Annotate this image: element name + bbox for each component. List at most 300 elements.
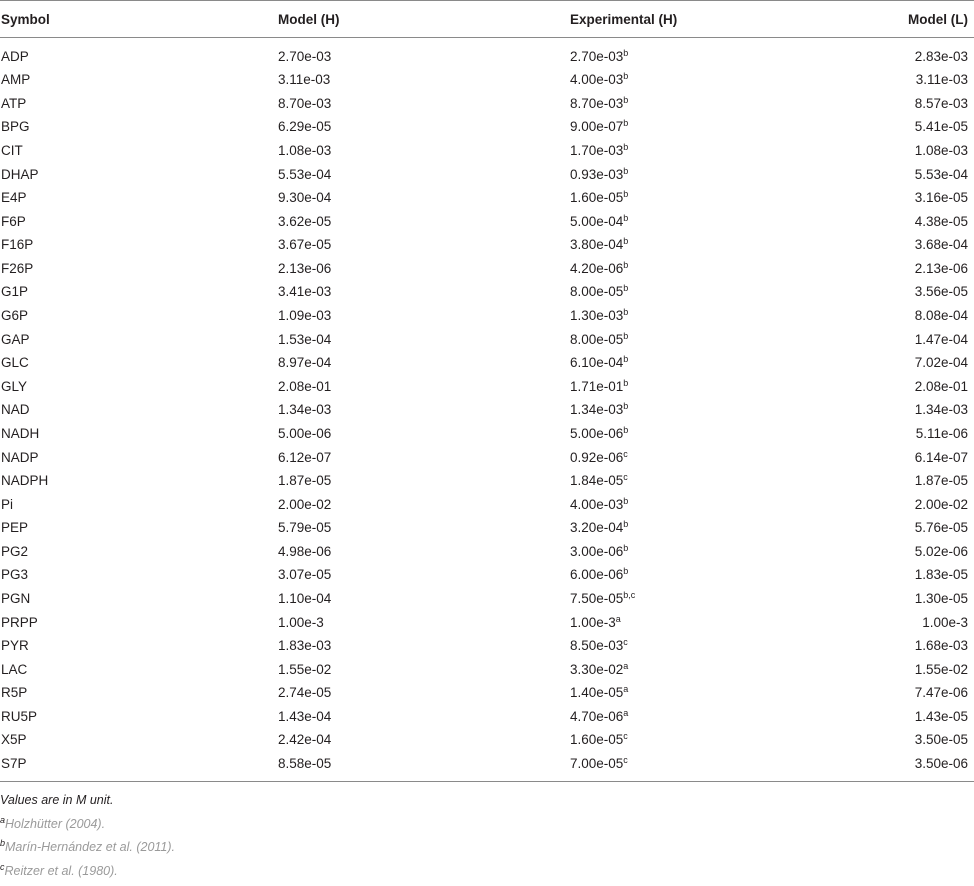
cell-experimental-h-value: 1.70e-03 [570, 143, 624, 159]
cell-model-h [277, 422, 569, 446]
header-experimental-h: Experimental (H) [569, 1, 819, 38]
header-model-l: Model (L) [819, 1, 974, 38]
cell-symbol-value: PRPP [1, 614, 38, 630]
cell-model-h-value: 1.87e-05 [278, 473, 332, 489]
reference-mark: b [623, 48, 629, 58]
cell-model-h [277, 492, 569, 516]
cell-experimental-h-value: 3.20e-04 [570, 520, 624, 536]
cell-symbol [0, 375, 277, 399]
cell-symbol-value: S7P [1, 756, 27, 772]
cell-symbol-value: NADP [1, 449, 39, 465]
cell-model-l-value: 6.14e-07 [914, 449, 968, 465]
table-row [0, 540, 974, 564]
table-row [0, 422, 974, 446]
cell-symbol [0, 233, 277, 257]
table-header [0, 1, 974, 38]
cell-model-h [277, 257, 569, 281]
reference-mark: b [623, 354, 629, 365]
reference-mark: b [623, 495, 629, 506]
cell-symbol [0, 139, 277, 163]
cell-model-h [277, 540, 569, 564]
cell-experimental-h-value: 5.00e-04 [570, 213, 624, 229]
cell-model-l [819, 634, 974, 658]
cell-symbol [0, 422, 277, 446]
reference-mark: b [623, 424, 629, 435]
cell-experimental-h-value: 6.00e-06 [570, 567, 624, 583]
cell-model-l [819, 162, 974, 186]
cell-symbol [0, 492, 277, 516]
cell-model-h-value: 9.30e-04 [278, 190, 332, 206]
cell-model-l [819, 209, 974, 233]
cell-experimental-h-value: 4.00e-03 [570, 72, 624, 88]
cell-model-l-value: 1.47e-04 [914, 331, 968, 347]
table-row [0, 115, 974, 139]
cell-model-h-value: 1.34e-03 [278, 402, 332, 418]
table-row [0, 209, 974, 233]
table-row [0, 351, 974, 375]
cell-experimental-h [569, 162, 819, 186]
cell-model-h-value: 5.00e-06 [278, 425, 332, 441]
footnote-b [0, 839, 974, 863]
cell-symbol-value: F26P [1, 260, 34, 276]
reference-mark: c [623, 731, 628, 742]
cell-symbol-value: NADH [1, 425, 40, 441]
cell-model-h-value: 3.62e-05 [278, 213, 332, 229]
cell-model-h-value: 2.42e-04 [278, 732, 332, 748]
table-row [0, 634, 974, 658]
cell-model-l-value: 1.68e-03 [914, 638, 968, 654]
cell-experimental-h-value: 1.34e-03 [570, 402, 624, 418]
cell-model-l-value: 1.87e-05 [914, 473, 968, 489]
cell-model-l-value: 3.68e-04 [914, 237, 968, 253]
table-row [0, 92, 974, 116]
cell-experimental-h [569, 398, 819, 422]
table-row [0, 752, 974, 782]
cell-model-l-value: 2.00e-02 [914, 496, 968, 512]
cell-model-h [277, 209, 569, 233]
reference-mark: c [623, 448, 628, 459]
cell-model-l [819, 68, 974, 92]
cell-model-l-value: 7.02e-04 [914, 355, 968, 371]
cell-experimental-h [569, 209, 819, 233]
cell-model-h [277, 233, 569, 257]
cell-model-l-value: 2.08e-01 [914, 378, 968, 394]
cell-symbol [0, 516, 277, 540]
cell-model-l-value: 5.76e-05 [914, 520, 968, 536]
cell-experimental-h-value: 6.10e-04 [570, 355, 624, 371]
cell-model-l [819, 587, 974, 611]
cell-experimental-h [569, 92, 819, 116]
cell-model-h-value: 2.00e-02 [278, 496, 332, 512]
cell-model-h-value: 1.08e-03 [278, 143, 332, 159]
table-row [0, 186, 974, 210]
cell-experimental-h [569, 657, 819, 681]
cell-experimental-h [569, 280, 819, 304]
cell-model-l-value: 3.16e-05 [914, 190, 968, 206]
table-row [0, 657, 974, 681]
cell-model-l [819, 351, 974, 375]
cell-model-l-value: 3.11e-03 [915, 72, 968, 88]
table-row [0, 327, 974, 351]
footnote-mark: a [0, 814, 6, 825]
cell-symbol-value: GAP [1, 331, 30, 347]
cell-symbol [0, 186, 277, 210]
footnote-mark: c [0, 861, 5, 872]
footnote-mark: b [0, 838, 6, 849]
cell-symbol-value: G1P [1, 284, 29, 300]
cell-model-h [277, 752, 569, 782]
cell-experimental-h-value: 9.00e-07 [570, 119, 624, 135]
cell-model-l-value: 1.08e-03 [914, 143, 968, 159]
cell-model-h [277, 398, 569, 422]
cell-experimental-h [569, 68, 819, 92]
header-row [0, 1, 974, 38]
cell-model-l [819, 186, 974, 210]
table-row [0, 233, 974, 257]
cell-symbol-value: PEP [1, 520, 29, 536]
cell-experimental-h-value: 1.84e-05 [570, 473, 624, 489]
cell-symbol-value: PG3 [1, 567, 29, 583]
cell-experimental-h [569, 422, 819, 446]
cell-symbol [0, 304, 277, 328]
cell-model-h-value: 3.11e-03 [278, 72, 331, 88]
cell-model-h [277, 92, 569, 116]
cell-model-h [277, 327, 569, 351]
cell-model-h [277, 115, 569, 139]
cell-experimental-h [569, 351, 819, 375]
table-row [0, 304, 974, 328]
reference-mark: b [623, 94, 629, 105]
cell-model-h [277, 304, 569, 328]
cell-symbol [0, 398, 277, 422]
table-row [0, 280, 974, 304]
cell-model-l [819, 540, 974, 564]
cell-experimental-h [569, 540, 819, 564]
cell-experimental-h-value: 1.40e-05 [570, 685, 624, 701]
cell-model-l-value: 8.57e-03 [914, 95, 968, 111]
reference-mark: c [623, 472, 628, 483]
table-row [0, 445, 974, 469]
cell-experimental-h [569, 469, 819, 493]
cell-experimental-h-value: 8.00e-05 [570, 284, 624, 300]
reference-mark: b [623, 189, 629, 200]
cell-model-l [819, 233, 974, 257]
cell-model-h-value: 2.13e-06 [278, 260, 332, 276]
cell-model-l-value: 5.11e-06 [915, 425, 968, 441]
cell-model-l [819, 304, 974, 328]
reference-mark: b [623, 401, 629, 412]
units-note: Values are in M unit. [0, 793, 114, 808]
cell-model-l-value: 8.08e-04 [914, 308, 968, 324]
cell-experimental-h [569, 445, 819, 469]
cell-symbol-value: CIT [1, 143, 23, 159]
cell-experimental-h [569, 563, 819, 587]
footnote-c [0, 863, 974, 886]
cell-model-h-value: 1.53e-04 [278, 331, 332, 347]
cell-symbol-value: NADPH [1, 473, 49, 489]
cell-model-l [819, 422, 974, 446]
cell-experimental-h [569, 233, 819, 257]
cell-symbol [0, 209, 277, 233]
cell-model-h-value: 3.41e-03 [278, 284, 332, 300]
cell-symbol-value: PGN [1, 591, 31, 606]
cell-model-l [819, 728, 974, 752]
reference-mark: b [623, 142, 629, 153]
cell-experimental-h-value: 1.60e-05 [570, 732, 624, 748]
cell-model-h [277, 162, 569, 186]
cell-model-l [819, 492, 974, 516]
cell-experimental-h-value: 4.70e-06 [570, 708, 624, 724]
cell-experimental-h-value: 7.50e-05 [570, 591, 624, 606]
cell-model-l-value: 2.83e-03 [914, 49, 968, 64]
cell-symbol [0, 92, 277, 116]
cell-model-h [277, 186, 569, 210]
reference-mark: a [615, 613, 621, 624]
cell-symbol [0, 657, 277, 681]
cell-model-h [277, 445, 569, 469]
cell-experimental-h [569, 257, 819, 281]
cell-model-h [277, 351, 569, 375]
cell-model-h [277, 634, 569, 658]
cell-model-h-value: 1.55e-02 [278, 661, 332, 677]
cell-symbol [0, 563, 277, 587]
cell-model-h-value: 5.53e-04 [278, 166, 332, 182]
cell-experimental-h-value: 0.93e-03 [570, 166, 624, 182]
cell-experimental-h [569, 610, 819, 634]
reference-mark: b [623, 566, 629, 577]
cell-symbol-value: NAD [1, 402, 30, 418]
cell-model-l [819, 38, 974, 69]
table-row [0, 257, 974, 281]
cell-experimental-h-value: 1.30e-03 [570, 308, 624, 324]
cell-symbol-value: ADP [1, 49, 29, 64]
cell-model-l-value: 1.83e-05 [914, 567, 968, 583]
reference-mark: b [623, 283, 629, 294]
cell-experimental-h-value: 4.20e-06 [570, 260, 624, 276]
table-row [0, 38, 974, 69]
cell-model-l-value: 1.43e-05 [914, 708, 968, 724]
cell-experimental-h [569, 327, 819, 351]
cell-experimental-h [569, 681, 819, 705]
reference-mark: c [623, 755, 628, 766]
cell-symbol [0, 587, 277, 611]
table-row [0, 162, 974, 186]
cell-model-h-value: 1.00e-3 [278, 614, 324, 630]
reference-mark: b,c [623, 590, 636, 600]
cell-experimental-h [569, 492, 819, 516]
reference-mark: b [623, 377, 629, 388]
cell-experimental-h [569, 728, 819, 752]
cell-symbol-value: BPG [1, 119, 30, 135]
footnote-text: Marín-Hernández et al. (2011). [5, 840, 176, 855]
cell-model-h [277, 728, 569, 752]
cell-model-l-value: 5.53e-04 [914, 166, 968, 182]
cell-model-h-value: 1.43e-04 [278, 708, 332, 724]
table-footnotes [0, 782, 974, 886]
cell-experimental-h [569, 752, 819, 782]
cell-symbol [0, 38, 277, 69]
cell-symbol-value: LAC [1, 661, 28, 677]
cell-symbol [0, 257, 277, 281]
cell-model-l [819, 752, 974, 782]
cell-model-h [277, 587, 569, 611]
cell-model-l-value: 3.56e-05 [914, 284, 968, 300]
reference-mark: b [623, 259, 629, 270]
cell-model-h [277, 516, 569, 540]
cell-model-h-value: 3.67e-05 [278, 237, 332, 253]
cell-model-h [277, 563, 569, 587]
cell-model-h [277, 139, 569, 163]
reference-mark: a [623, 684, 629, 695]
cell-model-h [277, 705, 569, 729]
cell-symbol [0, 469, 277, 493]
reference-mark: c [623, 637, 628, 648]
cell-experimental-h [569, 115, 819, 139]
cell-model-l [819, 280, 974, 304]
footnote-text: Reitzer et al. (1980). [4, 863, 118, 878]
table-row [0, 728, 974, 752]
cell-experimental-h-value: 8.00e-05 [570, 331, 624, 347]
cell-symbol-value: PYR [1, 638, 29, 654]
cell-model-h-value: 1.83e-03 [278, 638, 332, 654]
reference-mark: b [623, 330, 629, 341]
cell-model-l [819, 257, 974, 281]
cell-experimental-h-value: 3.30e-02 [570, 661, 624, 677]
cell-model-h-value: 6.12e-07 [278, 449, 332, 465]
cell-model-h [277, 68, 569, 92]
cell-model-l-value: 3.50e-05 [914, 732, 968, 748]
cell-model-h-value: 1.10e-04 [278, 591, 332, 606]
cell-symbol-value: DHAP [1, 166, 39, 182]
cell-experimental-h [569, 38, 819, 69]
cell-experimental-h [569, 516, 819, 540]
cell-symbol-value: G6P [1, 308, 29, 324]
cell-experimental-h-value: 4.00e-03 [570, 496, 624, 512]
cell-experimental-h [569, 587, 819, 611]
cell-experimental-h-value: 8.50e-03 [570, 638, 624, 654]
table-row [0, 469, 974, 493]
cell-model-h-value: 4.98e-06 [278, 543, 332, 559]
cell-model-h-value: 8.70e-03 [278, 95, 332, 111]
table-row [0, 705, 974, 729]
reference-mark: b [623, 236, 629, 247]
header-symbol: Symbol [0, 1, 277, 38]
cell-model-h-value: 2.70e-03 [278, 49, 332, 64]
cell-symbol [0, 68, 277, 92]
cell-symbol-value: RU5P [1, 708, 38, 724]
cell-symbol [0, 705, 277, 729]
cell-experimental-h-value: 1.60e-05 [570, 190, 624, 206]
cell-model-l-value: 1.30e-05 [914, 591, 968, 606]
cell-experimental-h-value: 1.00e-3 [570, 614, 616, 630]
cell-symbol [0, 728, 277, 752]
cell-model-l [819, 610, 974, 634]
cell-model-l-value: 5.41e-05 [914, 119, 968, 135]
cell-symbol [0, 162, 277, 186]
cell-symbol [0, 540, 277, 564]
cell-model-h-value: 8.58e-05 [278, 756, 332, 772]
cell-model-l [819, 139, 974, 163]
cell-symbol-value: AMP [1, 72, 31, 88]
footnote-text: Holzhütter (2004). [5, 816, 106, 831]
cell-symbol [0, 327, 277, 351]
cell-model-h-value: 3.07e-05 [278, 567, 332, 583]
cell-model-l-value: 3.50e-06 [914, 756, 968, 772]
cell-experimental-h-value: 5.00e-06 [570, 425, 624, 441]
cell-model-l-value: 2.13e-06 [914, 260, 968, 276]
cell-model-h-value: 5.79e-05 [278, 520, 332, 536]
cell-model-l [819, 327, 974, 351]
cell-model-l [819, 681, 974, 705]
reference-mark: b [623, 542, 629, 553]
header-model-h: Model (H) [277, 1, 569, 38]
cell-experimental-h [569, 304, 819, 328]
cell-model-l-value: 1.34e-03 [914, 402, 968, 418]
cell-model-l-value: 7.47e-06 [914, 685, 968, 701]
table-row [0, 492, 974, 516]
cell-symbol-value: X5P [1, 732, 27, 748]
table-row [0, 563, 974, 587]
cell-model-h-value: 6.29e-05 [278, 119, 332, 135]
cell-experimental-h [569, 139, 819, 163]
cell-experimental-h-value: 3.80e-04 [570, 237, 624, 253]
cell-model-l-value: 1.00e-3 [922, 614, 968, 630]
cell-experimental-h [569, 375, 819, 399]
cell-model-l [819, 657, 974, 681]
cell-model-l [819, 563, 974, 587]
cell-model-l-value: 1.55e-02 [914, 661, 968, 677]
cell-model-h [277, 657, 569, 681]
cell-experimental-h-value: 7.00e-05 [570, 756, 624, 772]
cell-symbol [0, 634, 277, 658]
cell-experimental-h-value: 0.92e-06 [570, 449, 624, 465]
cell-model-l [819, 115, 974, 139]
cell-model-h [277, 38, 569, 69]
cell-model-h-value: 2.08e-01 [278, 378, 332, 394]
cell-model-h [277, 280, 569, 304]
cell-model-l [819, 705, 974, 729]
cell-symbol [0, 752, 277, 782]
cell-model-h-value: 8.97e-04 [278, 355, 332, 371]
cell-model-l [819, 445, 974, 469]
cell-symbol-value: F16P [1, 237, 34, 253]
cell-model-l-value: 4.38e-05 [914, 213, 968, 229]
cell-symbol [0, 610, 277, 634]
cell-symbol [0, 280, 277, 304]
cell-symbol [0, 445, 277, 469]
cell-experimental-h-value: 8.70e-03 [570, 95, 624, 111]
cell-symbol [0, 351, 277, 375]
table-row [0, 375, 974, 399]
cell-symbol-value: E4P [1, 190, 27, 206]
reference-mark: b [623, 165, 629, 176]
cell-symbol-value: GLC [1, 355, 29, 371]
cell-model-l [819, 516, 974, 540]
cell-symbol-value: PG2 [1, 543, 29, 559]
cell-model-h [277, 469, 569, 493]
cell-symbol-value: ATP [1, 95, 27, 111]
cell-model-l [819, 398, 974, 422]
cell-model-l [819, 469, 974, 493]
cell-experimental-h [569, 186, 819, 210]
cell-model-h [277, 375, 569, 399]
reference-mark: a [623, 660, 629, 671]
cell-experimental-h-value: 1.71e-01 [570, 378, 624, 394]
cell-experimental-h-value: 2.70e-03 [570, 49, 624, 64]
cell-symbol-value: F6P [1, 213, 26, 229]
cell-symbol [0, 115, 277, 139]
cell-symbol-value: Pi [1, 496, 14, 512]
